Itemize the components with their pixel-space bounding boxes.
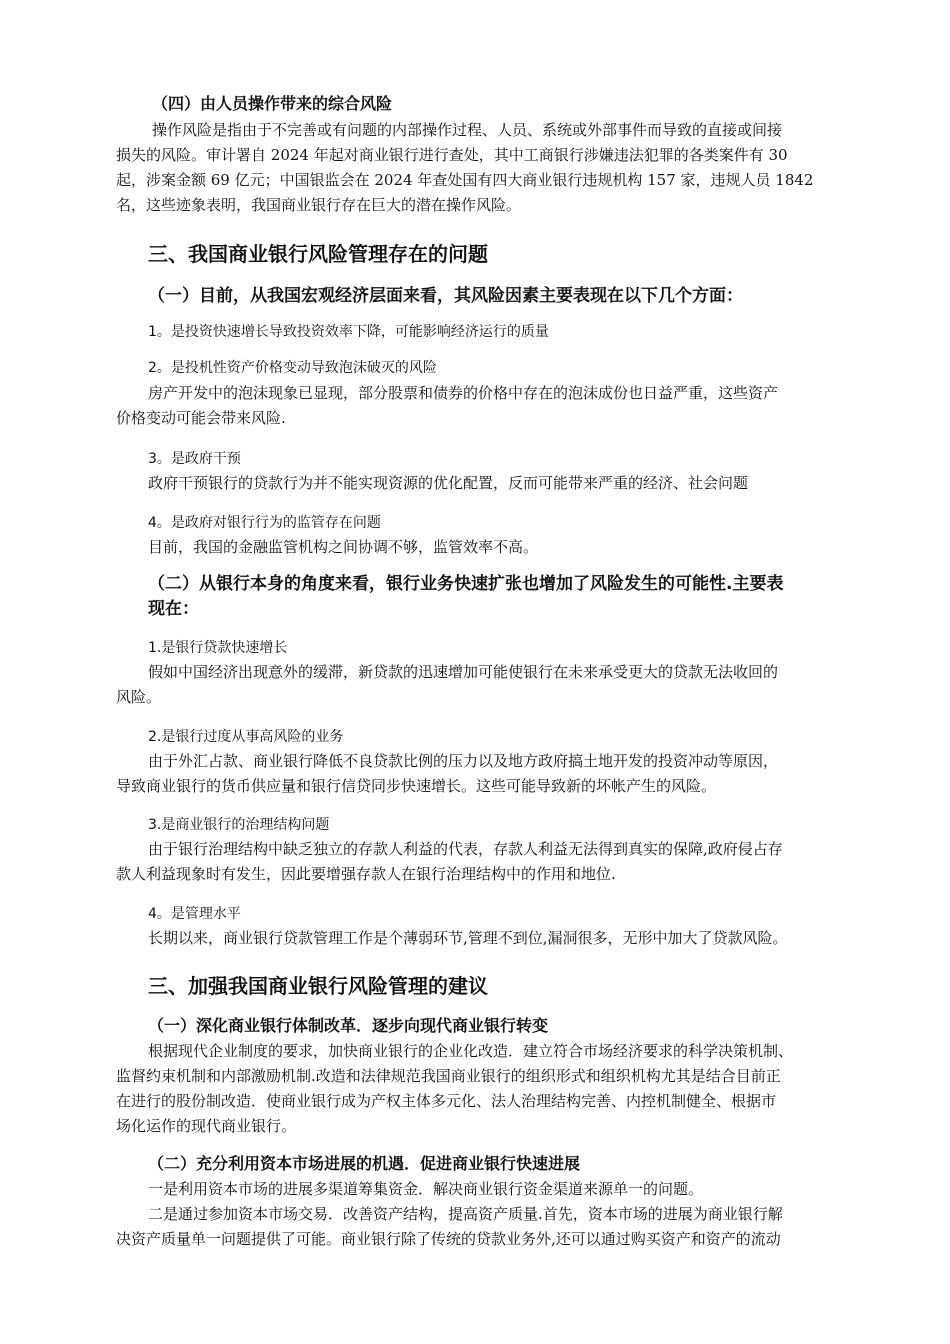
- section-heading: （四）由人员操作带来的综合风险: [152, 94, 393, 113]
- paragraph-line: 款人利益现象时有发生，因此要增强存款人在银行治理结构中的作用和地位.: [116, 865, 616, 883]
- paragraph-line: 二是通过参加资本市场交易．改善资产结构，提高资产质量.首先，资本市场的进展为商业银行解: [148, 1205, 783, 1223]
- paragraph-line: 名，这些迹象表明，我国商业银行存在巨大的潜在操作风险。: [116, 196, 522, 214]
- item-title: 2.是银行过度从事高风险的业务: [148, 729, 344, 745]
- section-heading-cont: 现在：: [148, 599, 199, 619]
- paragraph-line: 起，涉案金额 69 亿元；中国银监会在 2024 年查处国有四大商业银行违规机构 157 家，违规人员 1842: [116, 171, 814, 189]
- paragraph-line: 场化运作的现代商业银行。: [116, 1117, 297, 1135]
- paragraph-line: 价格变动可能会带来风险.: [116, 409, 286, 427]
- paragraph-line: 风险。: [116, 688, 162, 706]
- paragraph-line: 目前，我国的金融监管机构之间协调不够，监管效率不高。: [148, 538, 539, 556]
- chapter-title: 三、加强我国商业银行风险管理的建议: [148, 974, 488, 998]
- paragraph-line: 操作风险是指由于不完善或有问题的内部操作过程、人员、系统或外部事件而导致的直接或间接: [152, 121, 783, 139]
- section-heading: （一）深化商业银行体制改革．逐步向现代商业银行转变: [148, 1016, 549, 1035]
- item-title: 1。是投资快速增长导致投资效率下降，可能影响经济运行的质量: [148, 324, 549, 340]
- paragraph-line: 长期以来，商业银行贷款管理工作是个薄弱环节,管理不到位,漏洞很多，无形中加大了贷款风险。: [148, 929, 788, 947]
- paragraph-line: 由于外汇占款、商业银行降低不良贷款比例的压力以及地方政府搞土地开发的投资冲动等原因，: [148, 752, 779, 770]
- paragraph-line: 在进行的股份制改造．使商业银行成为产权主体多元化、法人治理结构完善、内控机制健全、根据市: [116, 1092, 777, 1110]
- paragraph-line: 损失的风险。审计署自 2024 年起对商业银行进行查处，其中工商银行涉嫌违法犯罪的各类案件有 30: [116, 146, 788, 164]
- item-title: 4。是政府对银行行为的监管存在问题: [148, 515, 381, 531]
- paragraph-line: 房产开发中的泡沫现象已显现，部分股票和债券的价格中存在的泡沫成份也日益严重，这些资产: [148, 384, 779, 402]
- section-heading: （一）目前，从我国宏观经济层面来看，其风险因素主要表现在以下几个方面：: [148, 286, 743, 306]
- paragraph-line: 政府干预银行的贷款行为并不能实现资源的优化配置，反而可能带来严重的经济、社会问题: [148, 474, 749, 492]
- paragraph-line: 决资产质量单一问题提供了可能。商业银行除了传统的贷款业务外,还可以通过购买资产和资产的流动: [116, 1230, 781, 1248]
- paragraph-line: 假如中国经济出现意外的缓滞，新贷款的迅速增加可能使银行在未来承受更大的贷款无法收回的: [148, 663, 779, 681]
- item-title: 3.是商业银行的治理结构问题: [148, 817, 330, 833]
- item-title: 2。是投机性资产价格变动导致泡沫破灭的风险: [148, 360, 437, 376]
- paragraph-line: 一是利用资本市场的进展多渠道筹集资金．解决商业银行资金渠道来源单一的问题。: [148, 1180, 704, 1198]
- paragraph-line: 导致商业银行的货币供应量和银行信贷同步快速增长。这些可能导致新的坏帐产生的风险。: [116, 777, 717, 795]
- paragraph-line: 由于银行治理结构中缺乏独立的存款人利益的代表，存款人利益无法得到真实的保障,政府侵占存: [148, 840, 783, 858]
- chapter-title: 三、我国商业银行风险管理存在的问题: [148, 242, 488, 266]
- item-title: 4。是管理水平: [148, 906, 241, 922]
- section-heading: （二）充分利用资本市场进展的机遇．促进商业银行快速进展: [148, 1154, 581, 1173]
- item-title: 3。是政府干预: [148, 451, 241, 467]
- item-title: 1.是银行贷款快速增长: [148, 640, 288, 656]
- paragraph-line: 根据现代企业制度的要求，加快商业银行的企业化改造．建立符合市场经济要求的科学决策机制、: [148, 1042, 794, 1060]
- section-heading: （二）从银行本身的角度来看，银行业务快速扩张也增加了风险发生的可能性.主要表: [148, 574, 784, 594]
- paragraph-line: 监督约束机制和内部激励机制.改造和法律规范我国商业银行的组织形式和组织机构尤其是结合目前正: [116, 1067, 781, 1085]
